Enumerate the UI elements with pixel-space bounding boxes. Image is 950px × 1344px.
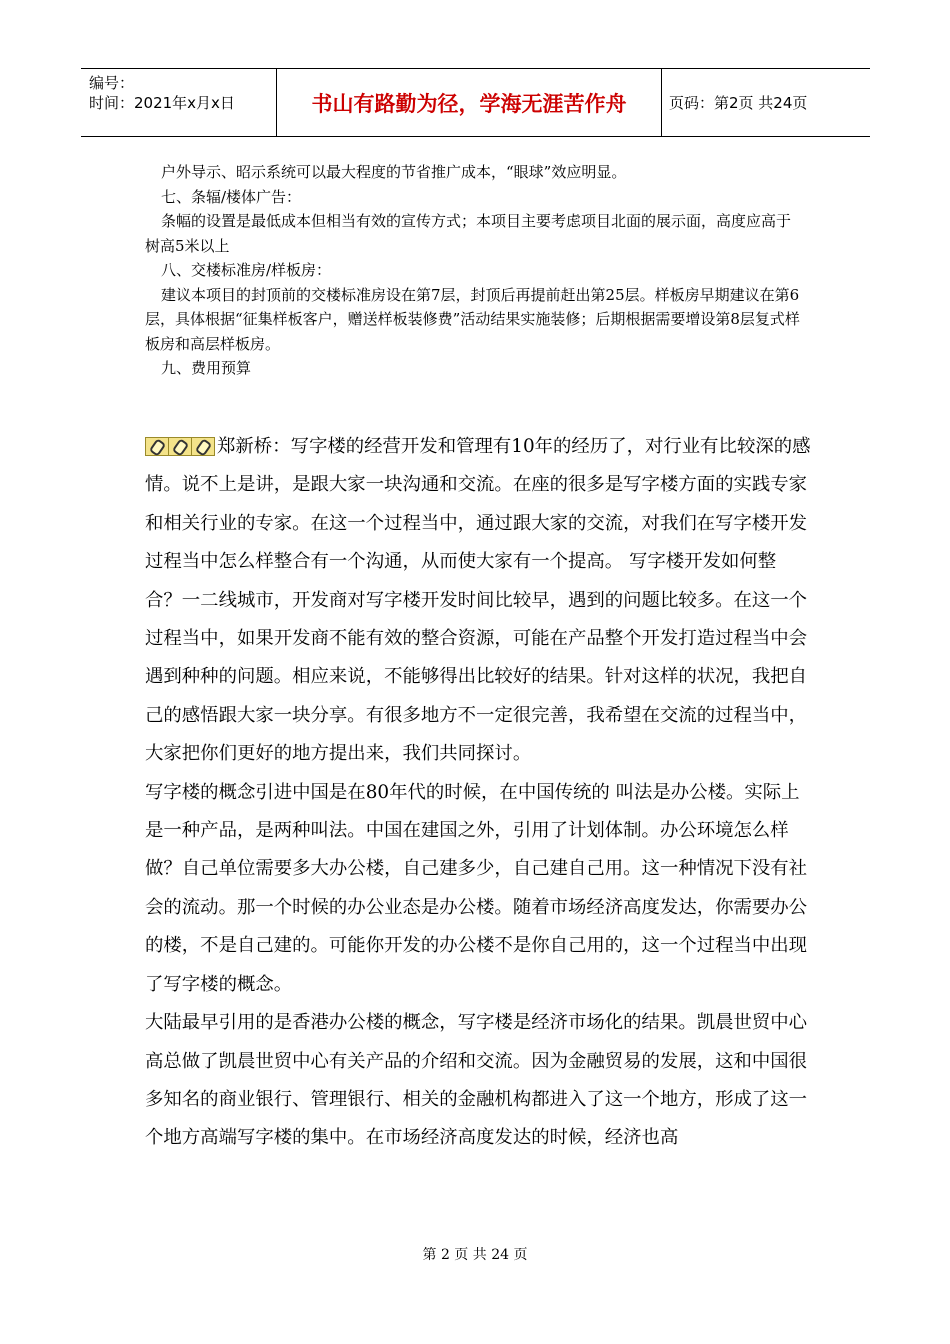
paragraph: 条幅的设置是最低成本但相当有效的宣传方式；本项目主要考虑项目北面的展示面，高度应高于树高5米以上 [145,212,792,255]
pencil-icons-group [145,437,215,456]
header-motto: 书山有路勤为径，学海无涯苦作舟 [277,69,662,136]
page-footer: 第 2 页 共 24 页 [422,1247,528,1263]
time-label: 时间：2021年x月x日 [89,94,235,112]
paragraph-text: 郑新桥：写字楼的经营开发和管理有10年的经历了，对行业有比较深的感情。说不上是讲，是跟大家一块沟通和交流。在座的很多是写字楼方面的实践专家和相关行业的专家。在这一个过程当中，通过跟大家的交流，对我们在写字楼开发过程当中怎么样整合有一个沟通，从而使大家有一个提高。 写字楼开发如何整合？一二线城市，开发商对写字楼开发时间比较早，遇到的问题比较多。在这一个过程当中，如果开发商不能有效的整合资源，可能在产品整个开发打造过程当中会遇到种种的问题。相应来说，不能够得出比较好的结果。针对这样的状况，我把自己的感悟跟大家一块分享。有很多地方不一定很完善，我希望在交流的过程当中，大家把你们更好的地方提出来，我们共同探讨。 [145,436,811,765]
header-table [81,68,870,137]
paragraph: 户外导示、昭示系统可以最大程度的节省推广成本，“眼球”效应明显。 [161,163,627,181]
header-meta-cell [81,69,277,136]
pencil-icon [146,438,168,455]
header-page-info: 页码：第2页 共24页 [669,94,808,112]
section-heading: 九、费用预算 [161,359,252,377]
paragraph [145,428,811,774]
paragraph: 写字楼的概念引进中国是在80年代的时候，在中国传统的 叫法是办公楼。实际上是一种产品，是两种叫法。中国在建国之外，引用了计划体制。办公环境怎么样做？自己单位需要多大办公楼，自己建多少，自己建自己用。这一种情况下没有社会的流动。那一个时候的办公业态是办公楼。随着市场经济高度发达，你需要办公的楼，不是自己建的。可能你开发的办公楼不是你自己用的，这一个过程当中出现了写字楼的概念。 [145,781,808,995]
pencil-icon [191,438,214,455]
upper-section [145,160,805,381]
section-heading: 七、条辐/楼体广告： [161,187,302,206]
paragraph: 大陆最早引用的是香港办公楼的概念，写字楼是经济市场化的结果。凯晨世贸中心高总做了凯晨世贸中心有关产品的介绍和交流。因为金融贸易的发展，这和中国很多知名的商业银行、管理银行、相关的金融机构都进入了这一个地方，形成了这一个地方高端写字楼的集中。在市场经济高度发达的时候，经济也高 [145,1012,808,1149]
section-heading: 八、交楼标准房/样板房： [161,261,332,279]
paragraph: 建议本项目的封顶前的交楼标准房设在第7层，封顶后再提前赶出第25层。样板房早期建议在第6层，具体根据“征集样板客户，赠送样板装修费”活动结果实施装修；后期根据需要增设第8层复式样板房和高层样板房。 [145,285,800,353]
pencil-icon [168,438,191,455]
main-body [145,428,811,1158]
number-label: 编号： [89,74,135,92]
